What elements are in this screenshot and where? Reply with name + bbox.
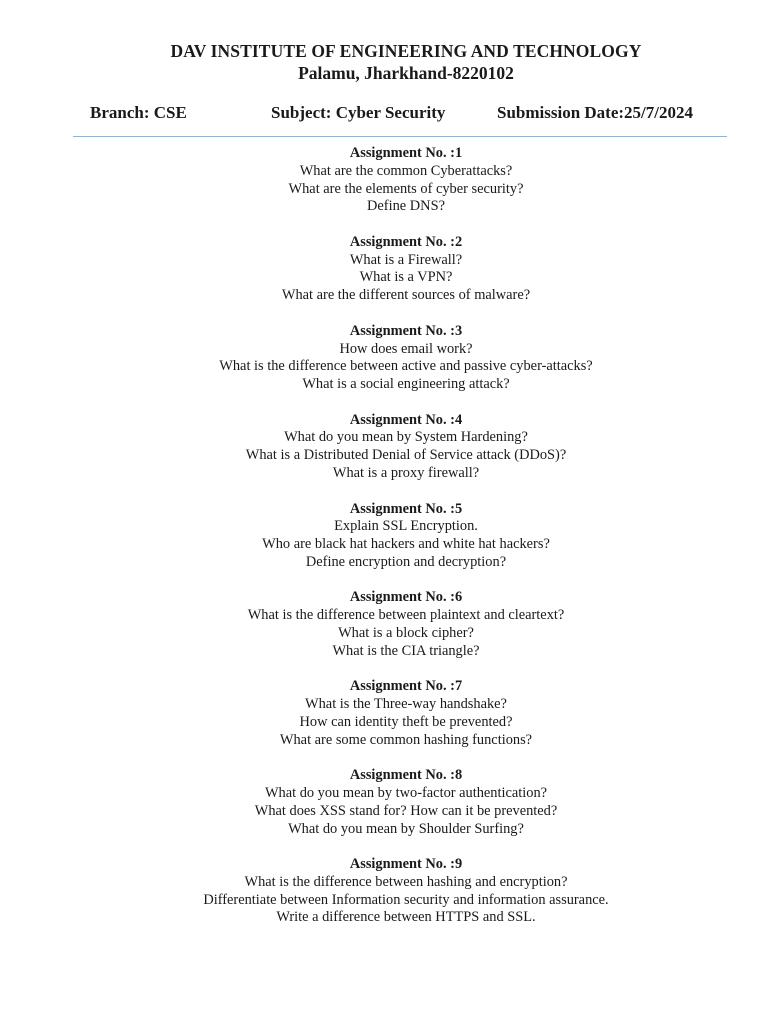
assignment-question: What is the difference between plaintext and cleartext?	[247, 607, 565, 624]
document-header	[0, 40, 768, 84]
assignment-question: What is a proxy firewall?	[332, 465, 480, 482]
assignment-question: What do you mean by System Hardening?	[284, 429, 528, 446]
assignment-block	[0, 678, 768, 749]
branch-label: Branch: CSE	[90, 103, 187, 122]
institute-location: Palamu, Jharkhand-8220102	[298, 63, 514, 83]
assignment-block	[0, 767, 768, 838]
assignment-question: What is the difference between hashing and encryption?	[244, 873, 568, 890]
assignment-title: Assignment No. :6	[349, 589, 463, 606]
assignment-question: Write a difference between HTTPS and SSL.	[276, 909, 536, 926]
assignment-block	[0, 501, 768, 572]
assignment-question: Differentiate between Information security and information assurance.	[203, 891, 609, 908]
assignment-title: Assignment No. :5	[349, 500, 463, 517]
assignment-block	[0, 856, 768, 927]
assignment-question: What is the CIA triangle?	[332, 642, 480, 659]
assignment-question: How does email work?	[339, 340, 473, 357]
assignment-question: What is a VPN?	[359, 269, 453, 286]
assignment-title: Assignment No. :2	[349, 233, 463, 250]
assignment-question: What is a social engineering attack?	[302, 376, 510, 393]
assignment-question: What are the common Cyberattacks?	[299, 162, 513, 179]
assignment-question: Who are black hat hackers and white hat hackers?	[262, 536, 550, 553]
assignment-question: Define encryption and decryption?	[305, 553, 507, 570]
assignment-title: Assignment No. :7	[349, 678, 463, 695]
assignment-question: What are the elements of cyber security?	[288, 180, 524, 197]
assignment-question: What is a Distributed Denial of Service attack (DDoS)?	[245, 447, 567, 464]
assignment-title: Assignment No. :8	[349, 767, 463, 784]
assignment-block	[0, 589, 768, 660]
assignment-question: What are the different sources of malware?	[281, 287, 531, 304]
assignment-question: What is the Three-way handshake?	[305, 696, 507, 713]
assignment-block	[0, 323, 768, 394]
assignment-question: What are some common hashing functions?	[279, 731, 533, 748]
assignment-block	[0, 412, 768, 483]
assignment-title: Assignment No. :4	[349, 411, 463, 428]
assignment-title: Assignment No. :3	[349, 322, 463, 339]
assignment-question: What do you mean by Shoulder Surfing?	[288, 820, 524, 837]
assignment-title: Assignment No. :9	[349, 856, 463, 872]
submission-date-label: Submission Date:25/7/2024	[497, 103, 693, 122]
assignment-block	[0, 145, 768, 216]
assignment-title: Assignment No. :1	[349, 145, 463, 161]
subject-label: Subject: Cyber Security	[271, 103, 446, 122]
assignment-meta-row	[0, 103, 768, 127]
header-divider	[73, 136, 727, 137]
assignment-question: What does XSS stand for? How can it be prevented?	[254, 802, 558, 819]
assignment-question: What is a Firewall?	[349, 251, 463, 268]
assignment-question: What is a block cipher?	[338, 624, 474, 641]
institute-name: DAV INSTITUTE OF ENGINEERING AND TECHNOLOGY	[170, 41, 642, 61]
assignment-list	[0, 145, 768, 945]
assignment-block	[0, 234, 768, 305]
assignment-question: What is the difference between active and passive cyber-attacks?	[219, 358, 593, 375]
assignment-question: What do you mean by two-factor authentication?	[264, 784, 548, 801]
assignment-question: Define DNS?	[367, 198, 445, 215]
assignment-question: Explain SSL Encryption.	[334, 518, 478, 535]
assignment-question: How can identity theft be prevented?	[299, 713, 513, 730]
